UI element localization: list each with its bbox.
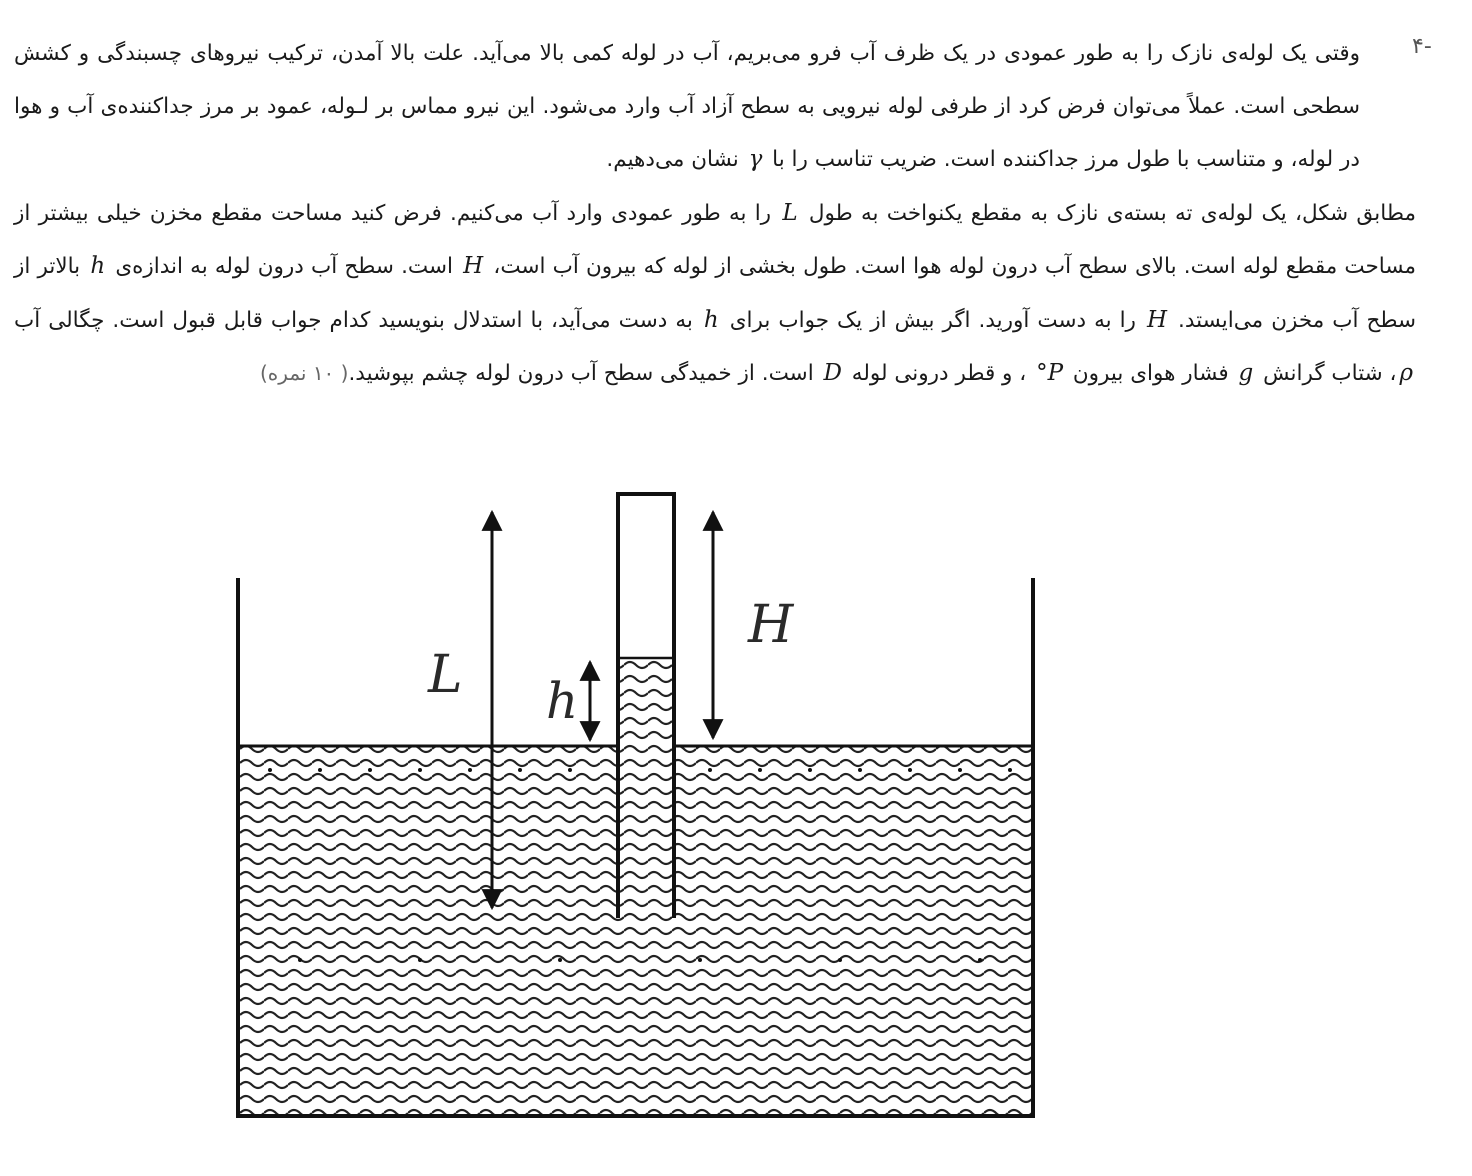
- problem-text-8: فشار هوای بیرون: [1066, 361, 1236, 386]
- label-H: H: [748, 595, 794, 655]
- problem-text-3: است. سطح آب درون لوله به اندازه‌ی: [108, 254, 461, 279]
- symbol-g: g: [1238, 360, 1254, 386]
- problem-text-9: ، و قطر درونی لوله: [844, 361, 1034, 386]
- question-number: -۴: [1412, 34, 1432, 59]
- tube-water-column: [619, 658, 673, 916]
- problem-text-7: ، شتاب گرانش: [1256, 361, 1397, 386]
- label-h: h: [546, 672, 579, 730]
- problem-text-2: را به طور عمودی وارد آب می‌کنیم. فرض کنید مساحت مقطع مخزن خیلی بیشتر از مساحت مقطع لوله است. بالای سطح آب درون لوله هوا است. طول بخشی از لوله که بیرون آب است،: [14, 200, 1417, 279]
- symbol-gamma: γ: [748, 146, 763, 172]
- intro-tail: نشان می‌دهیم.: [606, 147, 746, 172]
- problem-text-1: مطابق شکل، یک لوله‌ی ته بسته‌ی نازک به مقطع یکنواخت به طول: [800, 200, 1416, 226]
- symbol-H: H: [1146, 306, 1168, 333]
- problem-text-6: به دست می‌آید، با استدلال بنویسید کدام جواب قابل قبول است. چگالی آب: [14, 307, 701, 333]
- symbol-h: h: [703, 306, 719, 333]
- problem-text-5: را به دست آورید. اگر بیش از یک جواب برای: [721, 307, 1144, 333]
- intro-text: وقتی یک لوله‌ی نازک را به طور عمودی در یک ظرف آب فرو می‌بریم، آب در لوله کمی بالا می‌آید. علت بالا آمدن، ترکیب نیروهای چسبندگی و کشش سطحی است. عملاً می‌توان فرض کرد از طرفی لوله نیرویی به سطح آزاد آب وارد می‌شود. این نیرو مماس بر لـوله، عمود بر مرز جداکننده‌ی آب و هوا در لوله، و متناسب با طول مرز جداکننده است. ضریب تناسب را با: [14, 41, 1360, 172]
- symbol-rho: ρ: [1399, 360, 1413, 386]
- label-L: L: [428, 645, 463, 705]
- problem-text-10: است. از خمیدگی سطح آب درون لوله چشم بپوشید.: [348, 361, 821, 386]
- symbol-P0: P°: [1036, 360, 1064, 386]
- marks-label: ( ۱۰ نمره): [260, 361, 349, 385]
- symbol-h: h: [90, 253, 106, 279]
- symbol-H: H: [463, 253, 484, 279]
- symbol-D: D: [823, 360, 842, 386]
- symbol-L: L: [782, 199, 798, 226]
- problem-text-4: بالاتر از سطح آب مخزن می‌ایستد.: [14, 254, 1416, 333]
